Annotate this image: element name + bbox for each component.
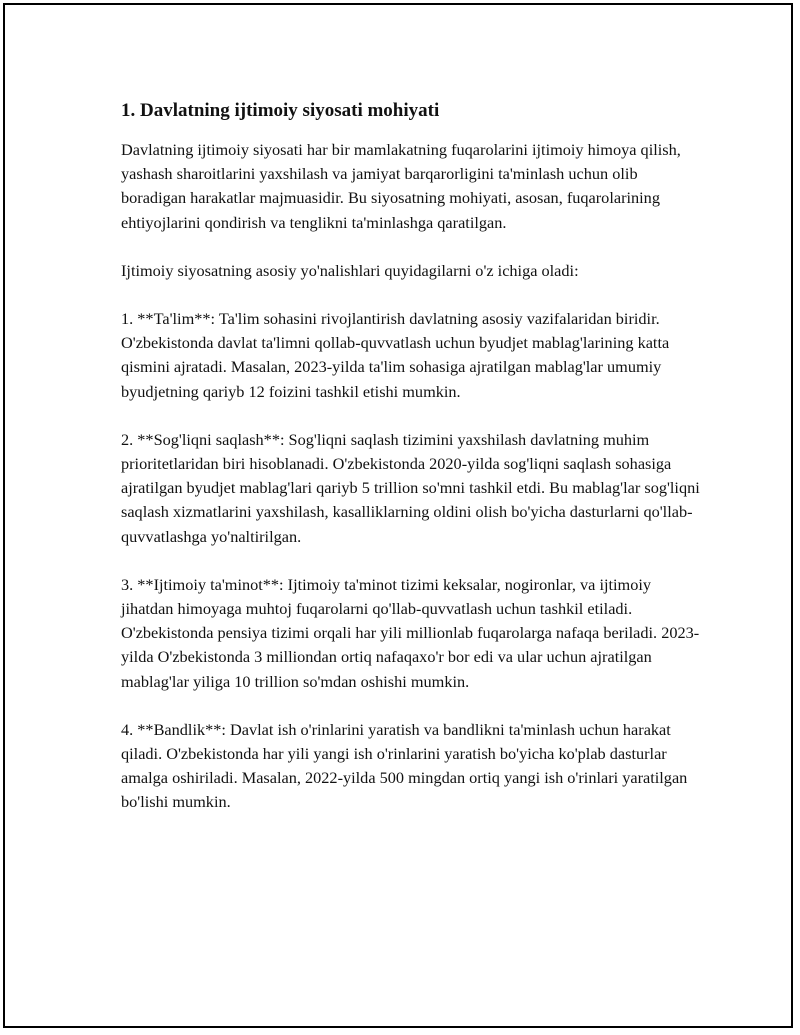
section-title: 1. Davlatning ijtimoiy siyosati mohiyati [121, 100, 440, 121]
document-body [121, 98, 701, 839]
healthcare-paragraph: 2. **Sog'liqni saqlash**: Sog'liqni saqlash tizimini yaxshilash davlatning muhim prioritetlaridan biri hisoblanadi. O'zbekistonda 2020-yilda sog'liqni saqlash sohasiga ajratilgan byudjet mablag'lari qariyb 5 trillion so'mni tashkil etdi. Bu mablag'lar sog'liqni saqlash xizmatlarini yaxshilash, kasalliklarning oldini olish bo'yicha dasturlarni qo'llab-quvvatlashga yo'naltirilgan. [121, 429, 700, 546]
intro-paragraph: Davlatning ijtimoiy siyosati har bir mamlakatning fuqarolarini ijtimoiy himoya qilish, yashash sharoitlarini yaxshilash va jamiyat barqarorligini ta'minlash uchun olib boradigan harakatlar majmuasidir. Bu siyosatning mohiyati, asosan, fuqarolarining ehtiyojlarini qondirish va tenglikni ta'minlashga qaratilgan. [121, 140, 681, 232]
employment-paragraph: 4. **Bandlik**: Davlat ish o'rinlarini yaratish va bandlikni ta'minlash uchun harakat qiladi. O'zbekistonda har yili yangi ish o'rinlarini yaratish bo'yicha ko'plab dasturlar amalga oshiriladi. Masalan, 2022-yilda 500 mingdan ortiq yangi ish o'rinlari yaratilgan bo'lishi mumkin. [121, 719, 688, 812]
education-paragraph: 1. **Ta'lim**: Ta'lim sohasini rivojlantirish davlatning asosiy vazifalaridan biridir. O'zbekistonda davlat ta'limni qollab-quvvatlash uchun byudjet mablag'larining katta qismini ajratadi. Masalan, 2023-yilda ta'lim sohasiga ajratilgan mablag'lar umumiy byudjetning qariyb 12 foizini tashkil etishi mumkin. [121, 309, 670, 401]
social-security-paragraph: 3. **Ijtimoiy ta'minot**: Ijtimoiy ta'minot tizimi keksalar, nogironlar, va ijtimoiy jihatdan himoyaga muhtoj fuqarolarni qo'llab-quvvatlash uchun tashkil etiladi. O'zbekistonda pensiya tizimi orqali har yili millionlab fuqarolarga nafaqa beriladi. 2023-yilda O'zbekistonda 3 milliondan ortiq nafaqaxo'r bor edi va ular uchun ajratilgan mablag'lar yiliga 10 trillion so'mdan oshishi mumkin. [121, 574, 700, 691]
directions-lead-paragraph: Ijtimoiy siyosatning asosiy yo'nalishlari quyidagilarni o'z ichiga oladi: [121, 260, 579, 280]
page-frame [3, 3, 793, 1028]
